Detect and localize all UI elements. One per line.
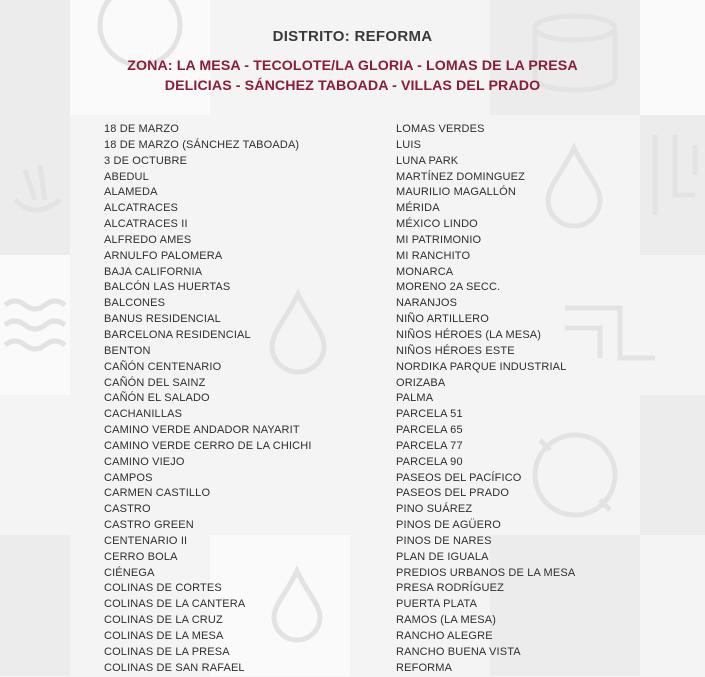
neighborhood-item: ORIZABA [396,376,446,389]
neighborhood-item: COLINAS DE LA PRESA [104,645,230,658]
neighborhood-item: CASTRO GREEN [104,519,194,532]
zone-subtitle [0,56,705,96]
neighborhood-list-left [104,122,312,677]
neighborhood-item: BALCÓN LAS HUERTAS [104,281,231,294]
neighborhood-item: NIÑOS HÉROES (LA MESA) [396,328,542,341]
neighborhood-item: BENTON [104,344,151,357]
neighborhood-item: CAMINO VERDE ANDADOR NAYARIT [104,424,300,437]
neighborhood-item: NARANJOS [396,297,458,310]
neighborhood-item: MI RANCHITO [396,249,471,262]
zone-line-1: ZONA: LA MESA - TECOLOTE/LA GLORIA - LOMAS DE LA PRESA [127,58,578,74]
neighborhood-item: BANUS RESIDENCIAL [104,313,221,326]
neighborhood-item: 3 DE OCTUBRE [104,154,188,167]
waves-icon [0,285,70,365]
neighborhood-item: MÉRIDA [396,202,440,215]
neighborhood-item: MONARCA [396,265,454,278]
neighborhood-item: MAURILIO MAGALLÓN [396,186,516,199]
neighborhood-item: CERRO BOLA [104,550,178,563]
neighborhood-item: LUNA PARK [396,154,459,167]
neighborhood-item: BARCELONA RESIDENCIAL [104,328,251,341]
neighborhood-item: PARCELA 51 [396,408,463,421]
neighborhood-item: CASTRO [104,503,151,516]
neighborhood-item: COLINAS DE LA CANTERA [104,598,246,611]
neighborhood-item: RAMOS (LA MESA) [396,614,497,627]
neighborhood-item: MÉXICO LINDO [396,218,478,231]
neighborhood-item: CAMPOS [104,471,153,484]
neighborhood-item: RANCHO BUENA VISTA [396,645,521,658]
neighborhood-item: ALCATRACES [104,202,179,215]
neighborhood-item: PALMA [396,392,434,405]
neighborhood-item: 18 DE MARZO [104,123,179,135]
circuit-icon [640,125,705,235]
neighborhood-item: PINOS DE NARES [396,534,492,547]
neighborhood-item: CAÑÓN CENTENARIO [104,360,222,373]
neighborhood-item: CAÑÓN DEL SAINZ [104,376,206,389]
neighborhood-item: MI PATRIMONIO [396,233,482,246]
neighborhood-item: PUERTA PLATA [396,598,478,611]
neighborhood-item: NORDIKA PARQUE INDUSTRIAL [396,360,567,373]
neighborhood-item: CARMEN CASTILLO [104,487,211,500]
neighborhood-item: CAÑÓN EL SALADO [104,392,210,405]
header [0,28,705,96]
neighborhood-item: ARNULFO PALOMERA [104,249,223,262]
neighborhood-item: PINOS DE AGÜERO [396,519,501,532]
neighborhood-item: PASEOS DEL PRADO [396,487,510,500]
neighborhood-item: ALAMEDA [104,186,158,199]
neighborhood-item: REFORMA [396,661,453,674]
neighborhood-item: NIÑO ARTILLERO [396,313,489,326]
neighborhood-item: PASEOS DEL PACÍFICO [396,471,522,484]
neighborhood-item: CACHANILLAS [104,408,183,421]
neighborhood-item: NIÑOS HÉROES ESTE [396,344,515,357]
neighborhood-item: COLINAS DE SAN RAFAEL [104,661,245,674]
neighborhood-item: PLAN DE IGUALA [396,550,489,563]
neighborhood-item: PREDIOS URBANOS DE LA MESA [396,566,576,579]
neighborhood-item: MARTÍNEZ DOMINGUEZ [396,170,525,183]
neighborhood-item: COLINAS DE LA CRUZ [104,614,223,627]
neighborhood-item: ABEDUL [104,170,149,183]
neighborhood-item: LOMAS VERDES [396,123,485,135]
hand-drop-icon [5,150,75,230]
district-title: DISTRITO: REFORMA [272,28,433,45]
neighborhood-item: MORENO 2A SECC. [396,281,501,294]
neighborhood-item: PARCELA 65 [396,424,463,437]
neighborhood-item: ALFREDO AMES [104,233,192,246]
neighborhood-item: BALCONES [104,297,166,310]
neighborhood-item: BAJA CALIFORNIA [104,265,203,278]
neighborhood-item: PARCELA 77 [396,439,463,452]
neighborhood-item: COLINAS DE CORTES [104,582,222,595]
neighborhood-item: CENTENARIO II [104,534,188,547]
neighborhood-item: LUIS [396,138,422,151]
neighborhood-item: PRESA RODRÍGUEZ [396,582,504,595]
neighborhood-item: CAMINO VIEJO [104,455,185,468]
neighborhood-item: PARCELA 90 [396,455,463,468]
zone-line-2: DELICIAS - SÁNCHEZ TABOADA - VILLAS DEL PRADO [164,78,541,94]
neighborhood-item: CAMINO VERDE CERRO DE LA CHICHI [104,439,312,452]
neighborhood-item: RANCHO ALEGRE [396,630,493,642]
neighborhood-item: 18 DE MARZO (SÁNCHEZ TABOADA) [104,138,300,151]
neighborhood-item: PINO SUÁREZ [396,503,473,516]
neighborhood-item: ALCATRACES II [104,218,188,231]
neighborhood-item: COLINAS DE LA MESA [104,630,224,642]
neighborhood-list-right [396,122,575,677]
neighborhood-item: CIÉNEGA [104,566,155,579]
